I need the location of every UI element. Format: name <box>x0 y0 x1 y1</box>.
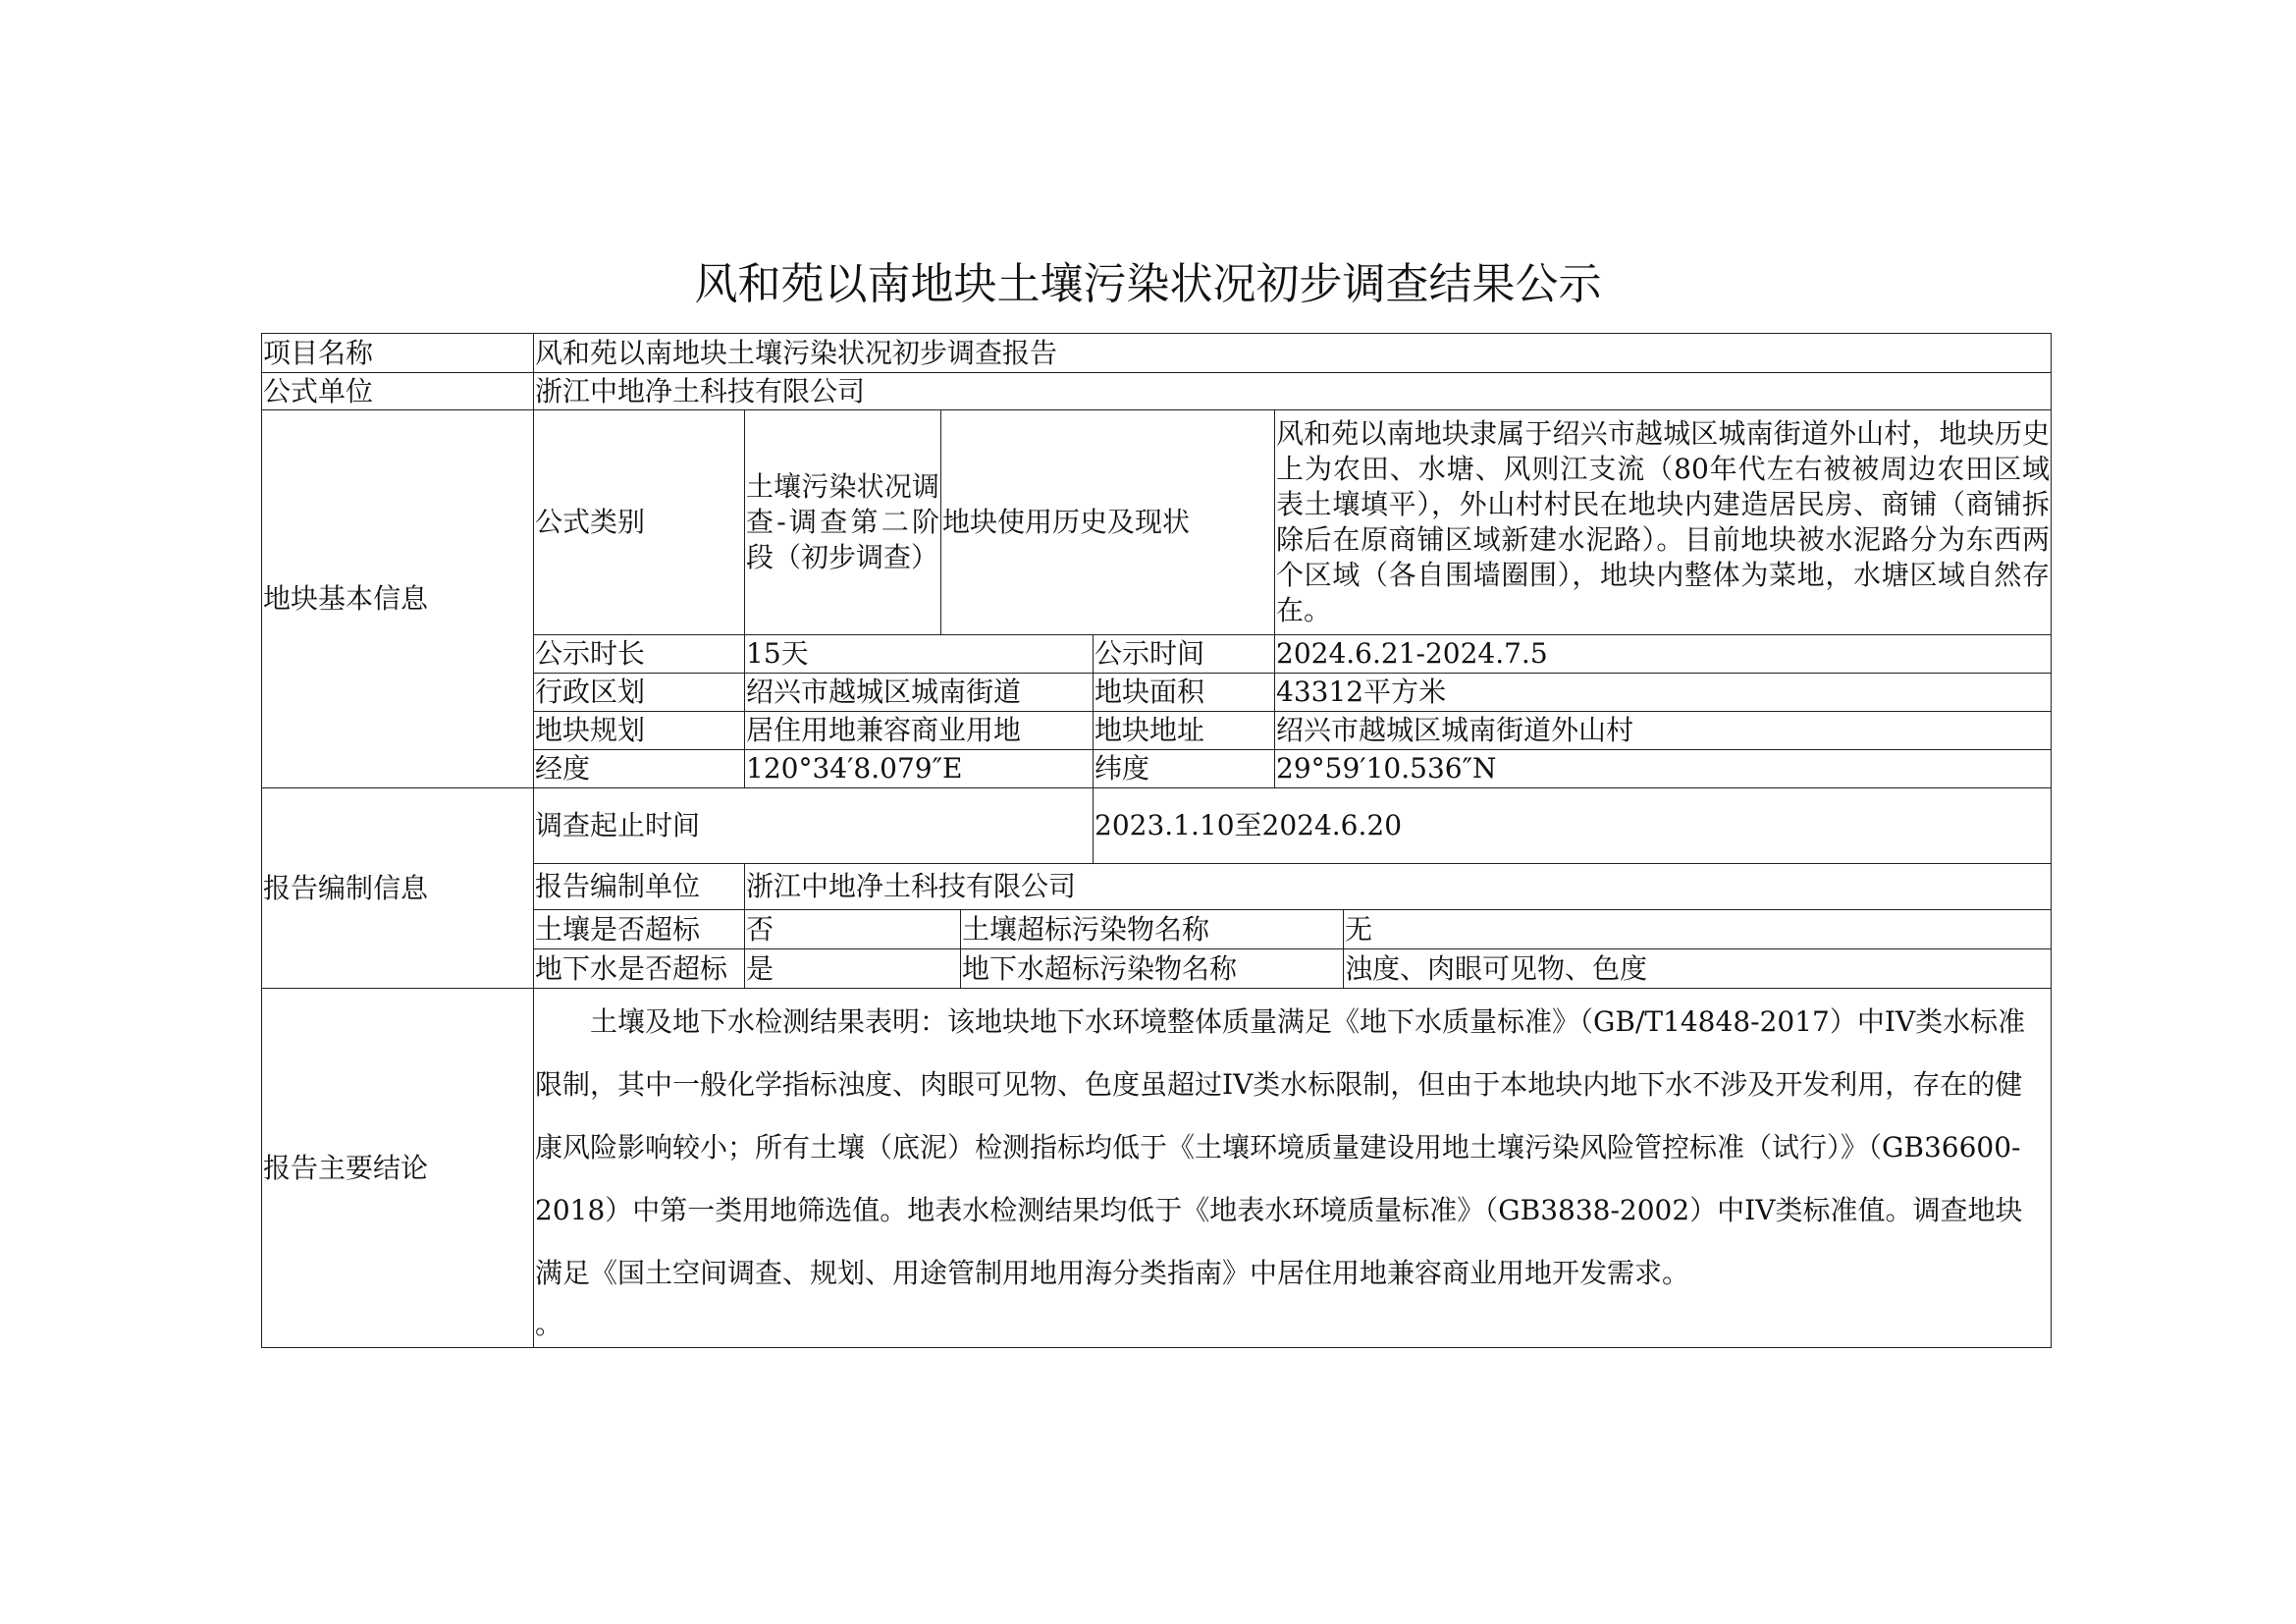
address-value: 绍兴市越城区城南街道外山村 <box>1275 712 2052 750</box>
conclusion-row <box>262 989 2052 1348</box>
plan-value: 居住用地兼容商业用地 <box>745 712 1094 750</box>
conclusion-text: 土壤及地下水检测结果表明：该地块地下水环境整体质量满足《地下水质量标准》（GB/T14848-2017）中IV类水标准限制，其中一般化学指标浊度、肉眼可见物、色度虽超过IV类水标限制，但由于本地块内地下水不涉及开发利用，存在的健康风险影响较小；所有土壤（底泥）检测指标均低于《土壤环境质量建设用地土壤污染风险管控标准（试行）》（GB36600-2018）中第一类用地筛选值。地表水检测结果均低于《地表水环境质量标准》（GB3838-2002）中IV类标准值。调查地块满足《国土空间调查、规划、用途管制用地用海分类指南》中居住用地兼容商业用地开发需求。 <box>535 1005 2026 1289</box>
history-value: 风和苑以南地块隶属于绍兴市越城区城南街道外山村，地块历史上为农田、水塘、风则江支流（80年代左右被被周边农田区域表土壤填平），外山村村民在地块内建造居民房、商铺（商铺拆除后在原商铺区域新建水泥路）。目前地块被水泥路分为东西两个区域（各自围墙圈围），地块内整体为菜地，水塘区域自然存在。 <box>1275 410 2052 635</box>
duration-label: 公示时长 <box>534 635 745 674</box>
page-title: 风和苑以南地块土壤污染状况初步调查结果公示 <box>694 259 1602 309</box>
soil-exceed-inner <box>745 910 2051 948</box>
address-label: 地块地址 <box>1094 712 1275 750</box>
compiler-value: 浙江中地净土科技有限公司 <box>745 864 2052 910</box>
conclusion-cell <box>534 989 2052 1348</box>
project-name-row <box>262 334 2052 373</box>
history-label: 地块使用历史及现状 <box>941 410 1275 635</box>
publicity-type-row <box>262 410 2052 635</box>
basic-info-section-label: 地块基本信息 <box>262 410 534 788</box>
latitude-value: 29°59′10.536″N <box>1275 750 2052 788</box>
conclusion-section-label: 报告主要结论 <box>262 989 534 1348</box>
gw-exceed-inner <box>745 949 2051 988</box>
survey-period-row <box>262 788 2052 864</box>
conclusion-trailing-mark: 。 <box>535 1308 563 1340</box>
duration-value: 15天 <box>745 635 1094 674</box>
area-label: 地块面积 <box>1094 674 1275 712</box>
area-value: 43312平方米 <box>1275 674 2052 712</box>
soil-pollutant-value: 无 <box>1345 912 1373 946</box>
soil-exceed-label: 土壤是否超标 <box>534 910 745 949</box>
project-name-label: 项目名称 <box>262 334 534 373</box>
longitude-label: 经度 <box>534 750 745 788</box>
publish-unit-row <box>262 373 2052 410</box>
publish-unit-value: 浙江中地净土科技有限公司 <box>534 373 2052 410</box>
time-value: 2024.6.21-2024.7.5 <box>1275 635 2052 674</box>
project-name-value: 风和苑以南地块土壤污染状况初步调查报告 <box>534 334 2052 373</box>
survey-period-value: 2023.1.10至2024.6.20 <box>1094 788 2052 864</box>
soil-exceed-cell <box>745 910 2052 949</box>
survey-period-label: 调查起止时间 <box>534 788 1094 864</box>
gw-exceed-cell <box>745 949 2052 989</box>
compiler-label: 报告编制单位 <box>534 864 745 910</box>
gw-exceed-value: 是 <box>745 949 961 988</box>
gw-exceed-label: 地下水是否超标 <box>534 949 745 989</box>
soil-pollutant-label: 土壤超标污染物名称 <box>961 910 1344 948</box>
info-table <box>261 333 2052 1348</box>
soil-exceed-value: 否 <box>745 910 961 948</box>
district-label: 行政区划 <box>534 674 745 712</box>
publish-unit-label: 公式单位 <box>262 373 534 410</box>
gw-pollutant-label: 地下水超标污染物名称 <box>961 949 1344 988</box>
latitude-label: 纬度 <box>1094 750 1275 788</box>
plan-label: 地块规划 <box>534 712 745 750</box>
longitude-value: 120°34′8.079″E <box>745 750 1094 788</box>
time-label: 公示时间 <box>1094 635 1275 674</box>
report-info-section-label: 报告编制信息 <box>262 788 534 989</box>
publicity-type-value: 土壤污染状况调查-调查第二阶段（初步调查） <box>745 410 941 635</box>
publicity-type-label: 公式类别 <box>534 410 745 635</box>
gw-pollutant-value: 浊度、肉眼可见物、色度 <box>1345 951 1648 985</box>
district-value: 绍兴市越城区城南街道 <box>745 674 1094 712</box>
